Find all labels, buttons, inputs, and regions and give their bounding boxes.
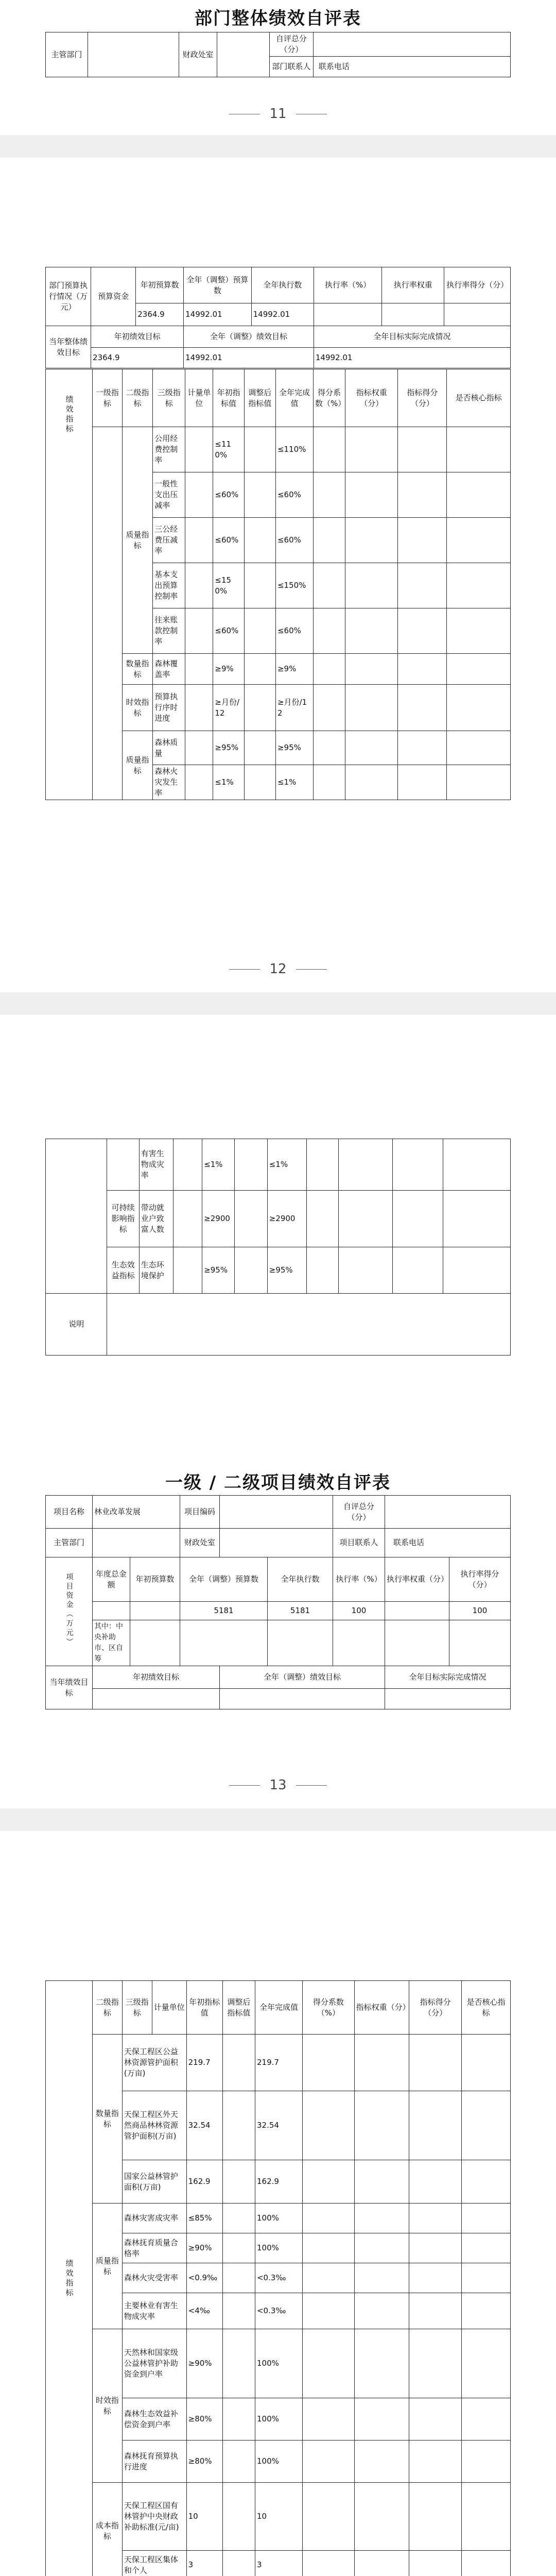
- project-name: 林业改革发展: [93, 1496, 180, 1529]
- group-label: 质量指标: [122, 731, 153, 800]
- table-row: 森林抚育预算执行进度: [122, 2441, 186, 2483]
- table-row: 国家公益林管护面积(万亩): [122, 2160, 186, 2204]
- table-row: 有害生物成灾率: [139, 1139, 173, 1191]
- table-row: 主要林业有害生物成灾率: [122, 2293, 186, 2329]
- proj-rate: 100: [333, 1602, 385, 1620]
- page-number: 11: [0, 106, 556, 122]
- table-row: 生态环境保护: [139, 1247, 173, 1294]
- table-row: 基本支出预算控制率: [153, 563, 185, 608]
- phone-label: 联系电话: [313, 57, 510, 77]
- table-row: 天保工程区集体和个人: [122, 2551, 186, 2576]
- page-number: 13: [0, 1777, 556, 1793]
- adj-budget-value: 14992.01: [184, 303, 252, 326]
- proj-exec: 5181: [268, 1602, 333, 1620]
- page-separator: [0, 992, 556, 1015]
- table-row: 天然林和国家级公益林管护补助资金到户率: [122, 2329, 186, 2398]
- dept-header-table: [45, 32, 511, 77]
- table-row: 预算执行序时进度: [153, 685, 185, 731]
- table-row: 天保工程区外天然商品林林资源管护面积(万亩): [122, 2091, 186, 2160]
- group-label: 数量指标: [122, 654, 153, 685]
- proj-header-table: 项目名称 林业改革发展 项目编码 自评总分（分） 主管部门 财政处室 项目联系人 联系电话 项目资金（万元） 年度总金额 年初预算数 全年（调整）预算数 全年执行数 执行率（%） 执行率权重（分） 执行率得分（分） 5181 5181 100 100 其中：中央补助 市、区自筹 当年绩效目标 年初绩效目标 全年（调整）绩效目标 全年目标实际完成情况: [45, 1495, 511, 1709]
- goal-label: 当年整体绩效目标: [46, 326, 91, 368]
- table-row: 森林覆盖率: [153, 654, 185, 685]
- dept-indicator-cont-table: 有害生物成灾率 ≤1% ≤1% 可持续影响指标 带动就业户致富人数 ≥2900 ≥2900 生态效益指标 生态环境保护 ≥95% ≥95% 说明: [45, 1139, 511, 1355]
- dept-table-title: 部门整体绩效自评表: [195, 8, 361, 29]
- page-number: 12: [0, 961, 556, 977]
- project-fund-label: 项目资金（万元）: [46, 1557, 93, 1666]
- table-row: 公用经费控制率: [153, 427, 185, 472]
- group-label: 数量指标: [93, 2035, 123, 2204]
- page-13: [0, 1015, 556, 1808]
- dept-indicator-table: 绩效指标 一级指标 二级指标 三级指标 计量单位 年初指标值 调整后指标值 全年完成值 得分系数（%） 指标权重（分） 指标得分（分） 是否核心指标 质量指标 公用经费控制率 ≤110% ≤110% 一般性支出压减率 ≤60% ≤60% 三公经费压减率 ≤60% ≤60% 基本支出预算控制率 ≤150% ≤150% 往来账款控制率 ≤60% ≤60% 数量指标 森林覆盖率 ≥9% ≥9% 时效指标 预算执行序时进度 ≥月份/12 ≥月份/12 质量指标 森林质量 ≥95% ≥95% 森林火灾发生率 ≤1% ≤1%: [45, 369, 511, 800]
- table-row: 带动就业户致富人数: [139, 1191, 173, 1247]
- group-label: 时效指标: [122, 685, 153, 731]
- table-row: 森林火灾发生率: [153, 765, 185, 800]
- table-row: 森林生态效益补偿资金到户率: [122, 2398, 186, 2441]
- table-row: 天保工程区国有林管护中央财政补助标准(元/亩): [122, 2483, 186, 2551]
- note-label: 说明: [46, 1294, 107, 1355]
- table-row: 森林抚育质量合格率: [122, 2233, 186, 2263]
- self-score-label: 自评总分（分）: [269, 32, 313, 57]
- group-label: 成本指标: [93, 2483, 123, 2576]
- proj-adj-budget: 5181: [180, 1602, 268, 1620]
- unit-label: 财政处室: [179, 32, 217, 77]
- proj-level1-label: 绩效指标: [46, 1981, 93, 2576]
- table-row: 森林质量: [153, 731, 185, 765]
- group-label: 质量指标: [93, 2204, 123, 2329]
- dept-budget-table: 部门预算执行情况（万元） 预算资金 年初预算数 全年（调整）预算数 全年执行数 执行率（%） 执行率权重 执行率得分（分） 2364.9 14992.01 14992.01 当年整体绩效目标 年初绩效目标 全年（调整）绩效目标 全年目标实际完成情况 2364.9 14992.01 14992.01: [45, 267, 511, 368]
- proj-indicator-table: 绩效指标 二级指标 三级指标 计量单位 年初指标值 调整后指标值 全年完成值 得分系数（%） 指标权重（分） 指标得分（分） 是否核心指标 数量指标 天保工程区公益林资源管护面积(万亩) 219.7 219.7 天保工程区外天然商品林林资源管护面积(万亩) 32.54 32.54 国家公益林管护面积(万亩) 162.9 162.9 质量指标 森林灾害成灾率 ≤85% 100% 森林抚育质量合格率 ≥90% 100% 森林火灾受害率 <0.9‰ <0.3‰ 主要林业有害生物成灾率 <4‰ <0.3‰ 时效指标 天然林和国家级公益林管护补助资金到户率 ≥90% 100% 森林生态效益补偿资金到户率 ≥80% 100% 森林抚育预算执行进度 ≥80% 100% 成本指标 天保工程区国有林管护中央财政补助标准(元/亩) 10 10 天保工程区集体和个人 3 3: [45, 1980, 511, 2576]
- dept-label: 主管部门: [46, 32, 88, 77]
- table-row: 一般性支出压减率: [153, 472, 185, 518]
- page-12: [0, 158, 556, 992]
- page-separator: [0, 135, 556, 158]
- table-row: 森林灾害成灾率: [122, 2204, 186, 2233]
- page-11: [0, 0, 556, 135]
- table-row: 森林火灾受害率: [122, 2263, 186, 2293]
- budget-label: 部门预算执行情况（万元）: [46, 267, 91, 326]
- table-row: 往来账款控制率: [153, 608, 185, 654]
- table-row: 天保工程区公益林资源管护面积(万亩): [122, 2035, 186, 2091]
- page-separator: [0, 1808, 556, 1831]
- proj-score: 100: [449, 1602, 511, 1620]
- perf-indicator-label: 绩效指标: [46, 369, 93, 800]
- exec-value: 14992.01: [251, 303, 314, 326]
- group-label: 质量指标: [122, 427, 153, 654]
- year-budget-value: 2364.9: [136, 303, 184, 326]
- contact-label: 部门联系人: [269, 57, 313, 77]
- group-label: 时效指标: [93, 2329, 123, 2483]
- proj-table-title: 一级 / 二级项目绩效自评表: [165, 1472, 391, 1493]
- table-row: 三公经费压减率: [153, 518, 185, 563]
- page-14: [0, 1831, 556, 2576]
